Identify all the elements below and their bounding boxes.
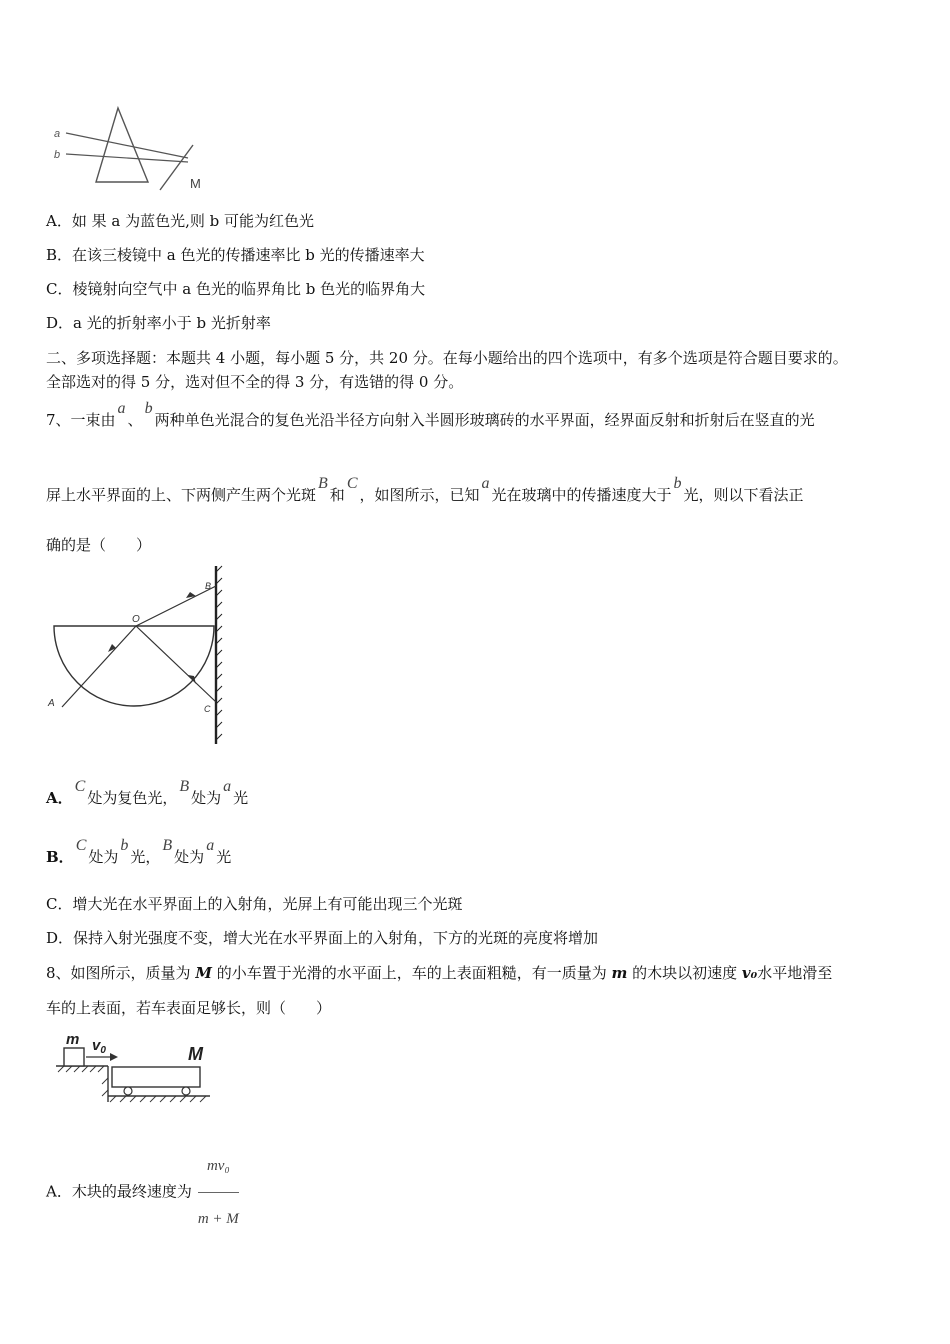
ray-a: [66, 133, 188, 158]
ledge-hatching: [58, 1066, 108, 1096]
q6-option-b: B．在该三棱镜中 a 色光的传播速率比 b 光的传播速率大: [46, 246, 425, 264]
prism-figure: [48, 100, 218, 195]
prism-label-m: M: [190, 176, 201, 191]
section2-line1: 二、多项选择题：本题共 4 小题，每小题 5 分，共 20 分。在每小题给出的四个选项中，有多个选项是符合题目要求的。: [46, 349, 848, 367]
cart-body: [112, 1067, 200, 1087]
refracted-ray: [136, 586, 216, 626]
label-c-point: C: [204, 704, 211, 714]
q6-option-c: C．棱镜射向空气中 a 色光的临界角比 b 色光的临界角大: [46, 280, 426, 298]
semicircle-glass: [54, 626, 214, 706]
q7-stem-line1: 7、一束由a、b两种单色光混合的复色光沿半径方向射入半圆形玻璃砖的水平界面，经界面反射和折射后在竖直的光: [46, 400, 815, 429]
q7-option-c: C．增大光在水平界面上的入射角，光屏上有可能出现三个光斑: [46, 895, 463, 913]
incident-ray: [62, 626, 136, 707]
final-velocity-fraction: $\frac{\text{mv₀}}{m + M}$: [198, 1142, 239, 1243]
label-block-m: m: [66, 1031, 80, 1048]
block-m: [64, 1048, 84, 1066]
label-cart-m: M: [188, 1044, 203, 1064]
q8-stem-line2: 车的上表面，若车表面足够长，则（ ）: [46, 999, 332, 1017]
q8-stem-line1: 8、如图所示，质量为 M 的小车置于光滑的水平面上，车的上表面粗糙，有一质量为 m 的木块以初速度 v₀水平地滑至: [46, 964, 833, 982]
ground-hatching: [110, 1096, 206, 1102]
q6-option-a: A．如 果 a 为蓝色光,则 b 可能为红色光: [46, 212, 314, 230]
q7-option-a: A．C处为复色光，B处为a光: [46, 778, 249, 807]
velocity-arrowhead: [110, 1053, 118, 1061]
label-a-point: A: [48, 698, 55, 709]
section2-line2: 全部选对的得 5 分，选对但不全的得 3 分，有选错的得 0 分。: [46, 373, 464, 391]
q7-stem-line3: 确的是（ ）: [46, 536, 152, 554]
q8-option-a: A．木块的最终速度为 $\frac{\text{mv₀}}{m + M}$: [46, 1142, 239, 1243]
label-o: O: [132, 614, 140, 625]
label-v0: $v_0$: [92, 1037, 106, 1056]
ray-b: [66, 154, 188, 162]
cart-wheel-right: [182, 1087, 190, 1095]
cart-figure: [52, 1030, 217, 1110]
mirror-m: [160, 145, 193, 190]
q6-option-d: D．a 光的折射率小于 b 光折射率: [46, 314, 271, 332]
q7-option-b: B．C处为b光，B处为a光: [46, 837, 232, 866]
incident-arrow: [108, 644, 116, 652]
q7-option-d: D．保持入射光强度不变，增大光在水平界面上的入射角，下方的光斑的亮度将增加: [46, 929, 599, 947]
semicircle-figure: [44, 562, 234, 752]
prism-label-a: a: [54, 128, 61, 140]
q7-stem-line2: 屏上水平界面的上、下两侧产生两个光斑B和C，如图所示，已知a光在玻璃中的传播速度大于b光，则以下看法正: [46, 475, 804, 504]
label-b-point: B: [205, 581, 212, 591]
prism-label-b: b: [54, 149, 61, 161]
cart-wheel-left: [124, 1087, 132, 1095]
